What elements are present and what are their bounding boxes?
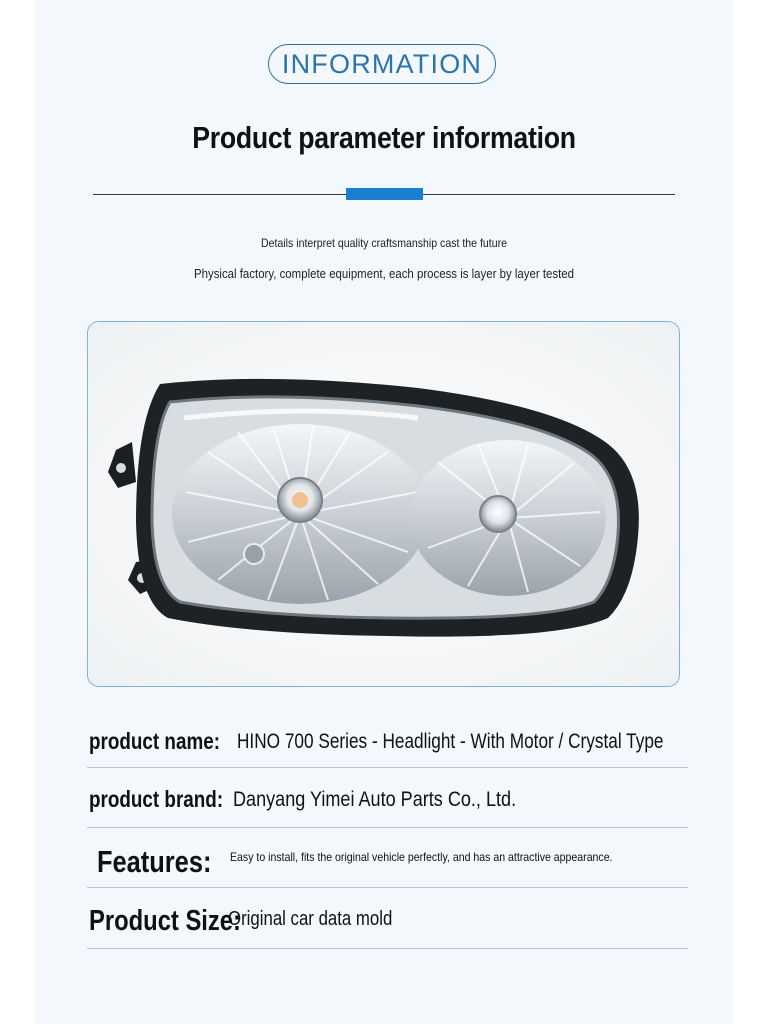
subtitle-quality: Details interpret quality craftsmanship cast the future — [261, 236, 507, 250]
product-info-page — [35, 0, 733, 1024]
spec-label: Features: — [97, 844, 212, 879]
spec-row-product-brand — [87, 768, 688, 828]
spec-label: product brand: — [89, 786, 224, 812]
subtitle-factory: Physical factory, complete equipment, each process is layer by layer tested — [193, 266, 575, 281]
spec-value: Original car data mold — [228, 908, 393, 930]
spec-row-product-size — [87, 888, 688, 949]
page-title: Product parameter information — [192, 120, 576, 155]
information-badge — [268, 44, 496, 84]
title-divider-accent — [346, 188, 423, 200]
product-image-frame — [87, 321, 680, 687]
spec-row-features — [87, 828, 688, 888]
spec-value: Danyang Yimei Auto Parts Co., Ltd. — [233, 788, 517, 811]
headlight-image — [88, 322, 680, 687]
spec-value: Easy to install, fits the original vehicle perfectly, and has an attractive appearance. — [230, 850, 613, 864]
spec-label: Product Size: — [89, 905, 241, 937]
spec-value: HINO 700 Series - Headlight - With Motor / Crystal Type — [237, 730, 664, 753]
spec-row-product-name — [87, 712, 688, 768]
information-badge-text: INFORMATION — [281, 48, 483, 79]
spec-label: product name: — [89, 728, 220, 754]
